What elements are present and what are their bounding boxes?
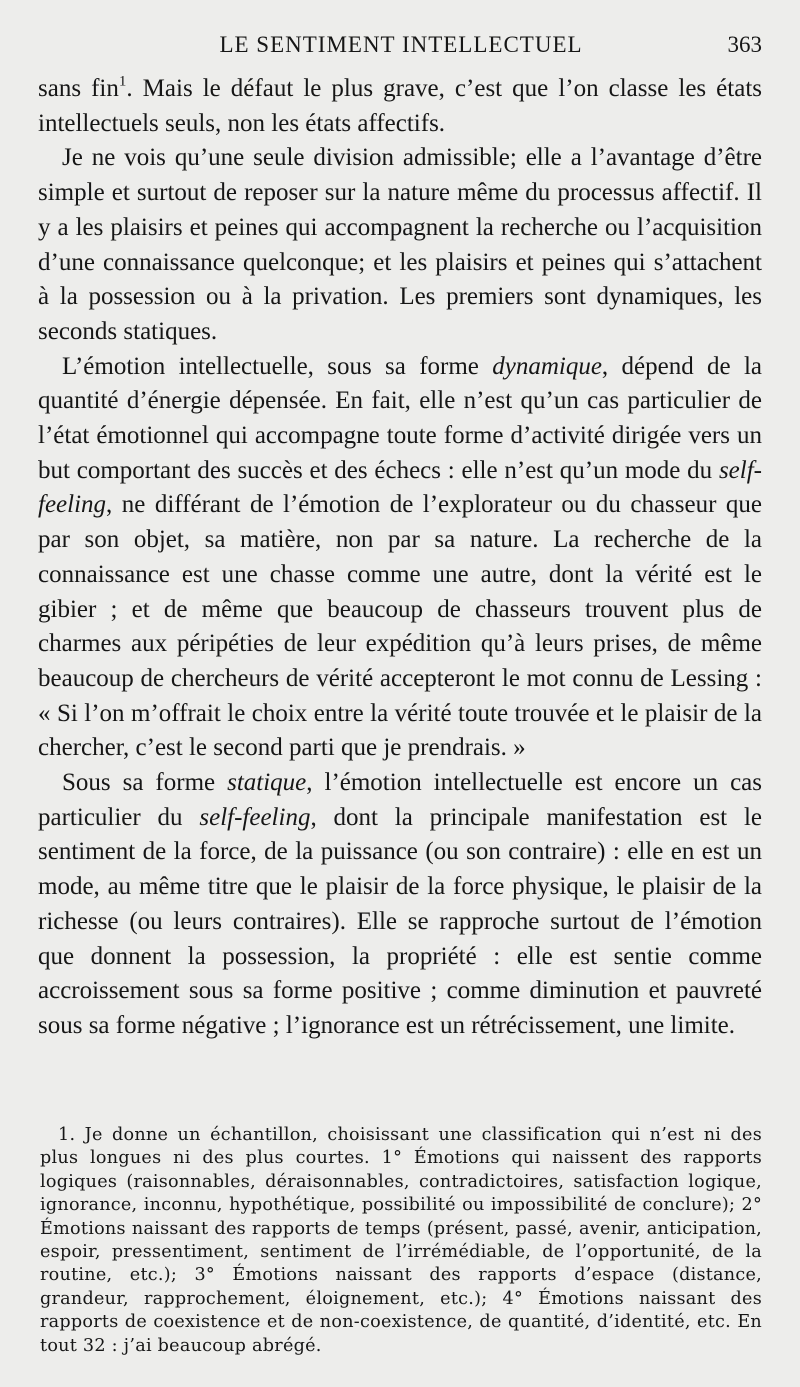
paragraph-1-start: sans fin xyxy=(38,75,119,102)
page-header xyxy=(40,32,762,64)
page-number: 363 xyxy=(727,32,762,57)
footnote: 1. Je donne un échantillon, choisissant une classification qui n’est ni des plus longues ni des plus courtes. 1° Émotions qui naissent des rapports logiques (raisonnables, déraisonnables, contradictoires, satisfaction logique, ignorance, inconnu, hypothétique, possibilité ou impossibilité de conclure); 2° Émotions naissant des rapports de temps (présent, passé, avenir, anticipation, espoir, pressentiment, sentiment de l’irrémédiable, de l’opportunité, de la routine, etc.); 3° Émotions naissant des rapports d’espace (distance, grandeur, rapprochement, éloignement, etc.); 4° Émotions naissant des rapports de coexistence et de non-coexistence, de quantité, d’identité, etc. En tout 32 : j’ai beaucoup abrégé. xyxy=(40,1125,762,1356)
paragraph-4-part-3: , dont la principale manifestation est le sentiment de la force, de la puissance (ou son contraire) : elle en est un mode, au même titre que le plaisir de la force physique, le plaisir de la richesse (ou leurs contraires). Elle se rapproche surtout de l’émotion que donnent la possession, la propriété : elle est sentie comme accroissement sous sa forme positive ; comme diminution et pauvreté sous sa forme négative ; l’ignorance est un rétrécissement, une limite. xyxy=(38,803,762,1039)
term-self-feeling-2: self-feeling xyxy=(199,803,311,831)
term-self-feeling: self-feeling xyxy=(38,456,762,519)
paragraph-4-part-2: , l’émotion intellectuelle est encore un cas particulier du xyxy=(38,769,762,831)
paragraph-1-rest: . Mais le défaut le plus grave, c’est que l’on classe les états intellectuels seuls, non les états affectifs. xyxy=(38,75,762,137)
paragraph-4 xyxy=(38,766,762,1044)
body-text xyxy=(38,72,762,1044)
paragraph-1 xyxy=(38,72,762,141)
paragraph-2: Je ne vois qu’une seule division admissible; elle a l’avantage d’être simple et surtout de reposer sur la nature même du processus affectif. Il y a les plaisirs et peines qui accompagnent la recherche ou l’acquisition d’une connaissance quelconque; et les plaisirs et peines qui s’attachent à la possession ou à la privation. Les premiers sont dynamiques, les seconds statiques. xyxy=(38,144,762,345)
paragraph-3-part-3: , ne différant de l’émotion de l’explorateur ou du chasseur que par son objet, sa matière, non par sa nature. La recherche de la connaissance est une chasse comme une autre, dont la vérité est le gibier ; et de même que beaucoup de chasseurs trouvent plus de charmes aux péripéties de leur expédition qu’à leurs prises, de même beaucoup de chercheurs de vérité accepteront le mot connu de Lessing : « Si l’on m’offrait le choix entre la vérité toute trouvée et le plaisir de la chercher, c’est le second parti que je prendrais. » xyxy=(38,491,762,762)
term-dynamique: dynamique xyxy=(492,352,602,380)
paragraph-4-part-1: Sous sa forme xyxy=(62,769,228,797)
paragraph-3-part-2: , dépend de la quantité d’énergie dépensée. En fait, elle n’est qu’un cas particulier de l’état émotionnel qui accompagne toute forme d’activité dirigée vers un but comportant des succès et des échecs : elle n’est qu’un mode du xyxy=(38,352,762,484)
paragraph-3 xyxy=(38,350,762,766)
term-statique: statique xyxy=(227,769,307,797)
footnote-reference: 1 xyxy=(118,73,127,90)
paragraph-3-part-1: L’émotion intellectuelle, sous sa forme xyxy=(62,352,493,380)
running-head: LE SENTIMENT INTELLECTUEL xyxy=(219,32,583,57)
